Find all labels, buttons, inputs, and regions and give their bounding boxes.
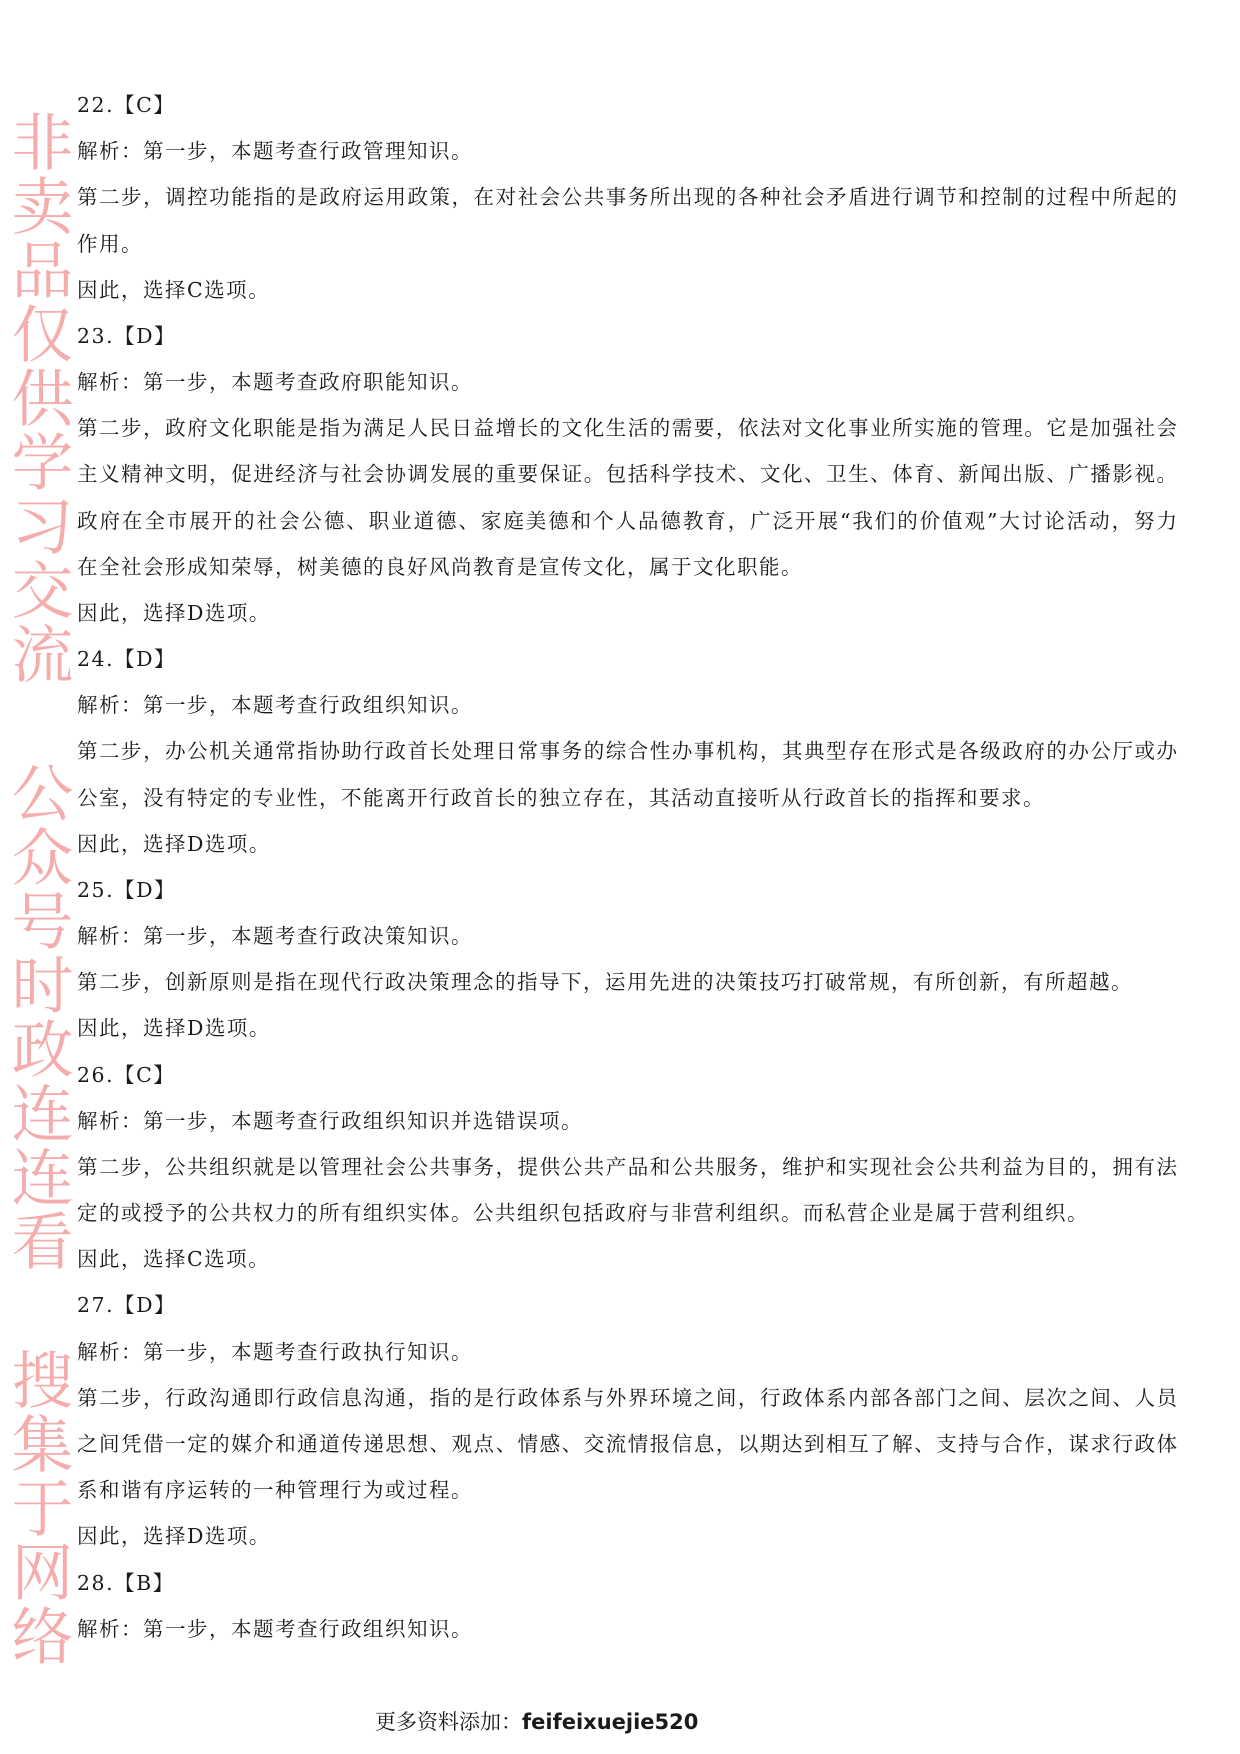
text-line: 第二步，政府文化职能是指为满足人民日益增长的文化生活的需要，依法对文化事业所实施的管理。它是加强社会 bbox=[77, 416, 1177, 441]
text-line: 第二步，调控功能指的是政府运用政策，在对社会公共事务所出现的各种社会矛盾进行调节和控制的过程中所起的 bbox=[77, 185, 1177, 210]
text-line: 因此，选择D选项。 bbox=[77, 1524, 271, 1549]
text-line: 解析：第一步，本题考查行政组织知识。 bbox=[77, 1616, 473, 1641]
footer-contact-id: feifeixuejie520 bbox=[522, 1710, 699, 1734]
text-line: 主义精神文明，促进经济与社会协调发展的重要保证。包括科学技术、文化、卫生、体育、新闻出版、广播影视。 bbox=[77, 462, 1177, 487]
text-line: 因此，选择D选项。 bbox=[77, 831, 271, 856]
watermark: 非卖品仅供学习交流 公众号时政连连看 搜集于网络 bbox=[1, 110, 74, 1668]
text-line: 因此，选择C选项。 bbox=[77, 1247, 271, 1272]
question-answer-heading: 27.【D】 bbox=[77, 1293, 177, 1318]
text-line: 之间凭借一定的媒介和通道传递思想、观点、情感、交流情报信息，以期达到相互了解、支持与合作，谋求行政体 bbox=[77, 1431, 1177, 1456]
text-line: 解析：第一步，本题考查行政执行知识。 bbox=[77, 1339, 473, 1364]
footer-contact bbox=[375, 1706, 698, 1736]
text-line: 第二步，行政沟通即行政信息沟通，指的是行政体系与外界环境之间，行政体系内部各部门之间、层次之间、人员 bbox=[77, 1385, 1177, 1410]
text-line: 第二步，创新原则是指在现代行政决策理念的指导下，运用先进的决策技巧打破常规，有所创新，有所超越。 bbox=[77, 970, 1133, 995]
question-answer-heading: 25.【D】 bbox=[77, 877, 177, 902]
text-line: 因此，选择D选项。 bbox=[77, 600, 271, 625]
text-line: 第二步，办公机关通常指协助行政首长处理日常事务的综合性办事机构，其典型存在形式是各级政府的办公厅或办 bbox=[77, 739, 1177, 764]
question-answer-heading: 24.【D】 bbox=[77, 647, 177, 672]
text-line: 定的或授予的公共权力的所有组织实体。公共组织包括政府与非营利组织。而私营企业是属于营利组织。 bbox=[77, 1201, 1089, 1226]
text-line: 系和谐有序运转的一种管理行为或过程。 bbox=[77, 1478, 473, 1503]
answer-explanations bbox=[77, 82, 1177, 1652]
question-answer-heading: 22.【C】 bbox=[77, 93, 176, 117]
text-line: 解析：第一步，本题考查行政决策知识。 bbox=[77, 924, 473, 949]
text-line: 解析：第一步，本题考查行政组织知识。 bbox=[77, 693, 473, 718]
text-line: 在全社会形成知荣辱，树美德的良好风尚教育是宣传文化，属于文化职能。 bbox=[77, 554, 803, 579]
text-line: 解析：第一步，本题考查政府职能知识。 bbox=[77, 370, 473, 395]
footer-label: 更多资料添加： bbox=[375, 1710, 522, 1734]
text-line: 第二步，公共组织就是以管理社会公共事务，提供公共产品和公共服务，维护和实现社会公共利益为目的，拥有法 bbox=[77, 1154, 1177, 1179]
question-answer-heading: 26.【C】 bbox=[77, 1062, 176, 1087]
text-line: 解析：第一步，本题考查行政组织知识并选错误项。 bbox=[77, 1108, 583, 1133]
question-answer-heading: 23.【D】 bbox=[77, 323, 177, 348]
text-line: 因此，选择C选项。 bbox=[77, 277, 271, 302]
text-line: 政府在全市展开的社会公德、职业道德、家庭美德和个人品德教育，广泛开展“我们的价值观”大讨论活动，努力 bbox=[77, 508, 1177, 533]
text-line: 作用。 bbox=[77, 231, 143, 256]
text-line: 解析：第一步，本题考查行政管理知识。 bbox=[77, 139, 473, 164]
question-answer-heading: 28.【B】 bbox=[77, 1570, 175, 1595]
text-line: 因此，选择D选项。 bbox=[77, 1016, 271, 1041]
text-line: 公室，没有特定的专业性，不能离开行政首长的独立存在，其活动直接听从行政首长的指挥和要求。 bbox=[77, 785, 1045, 810]
